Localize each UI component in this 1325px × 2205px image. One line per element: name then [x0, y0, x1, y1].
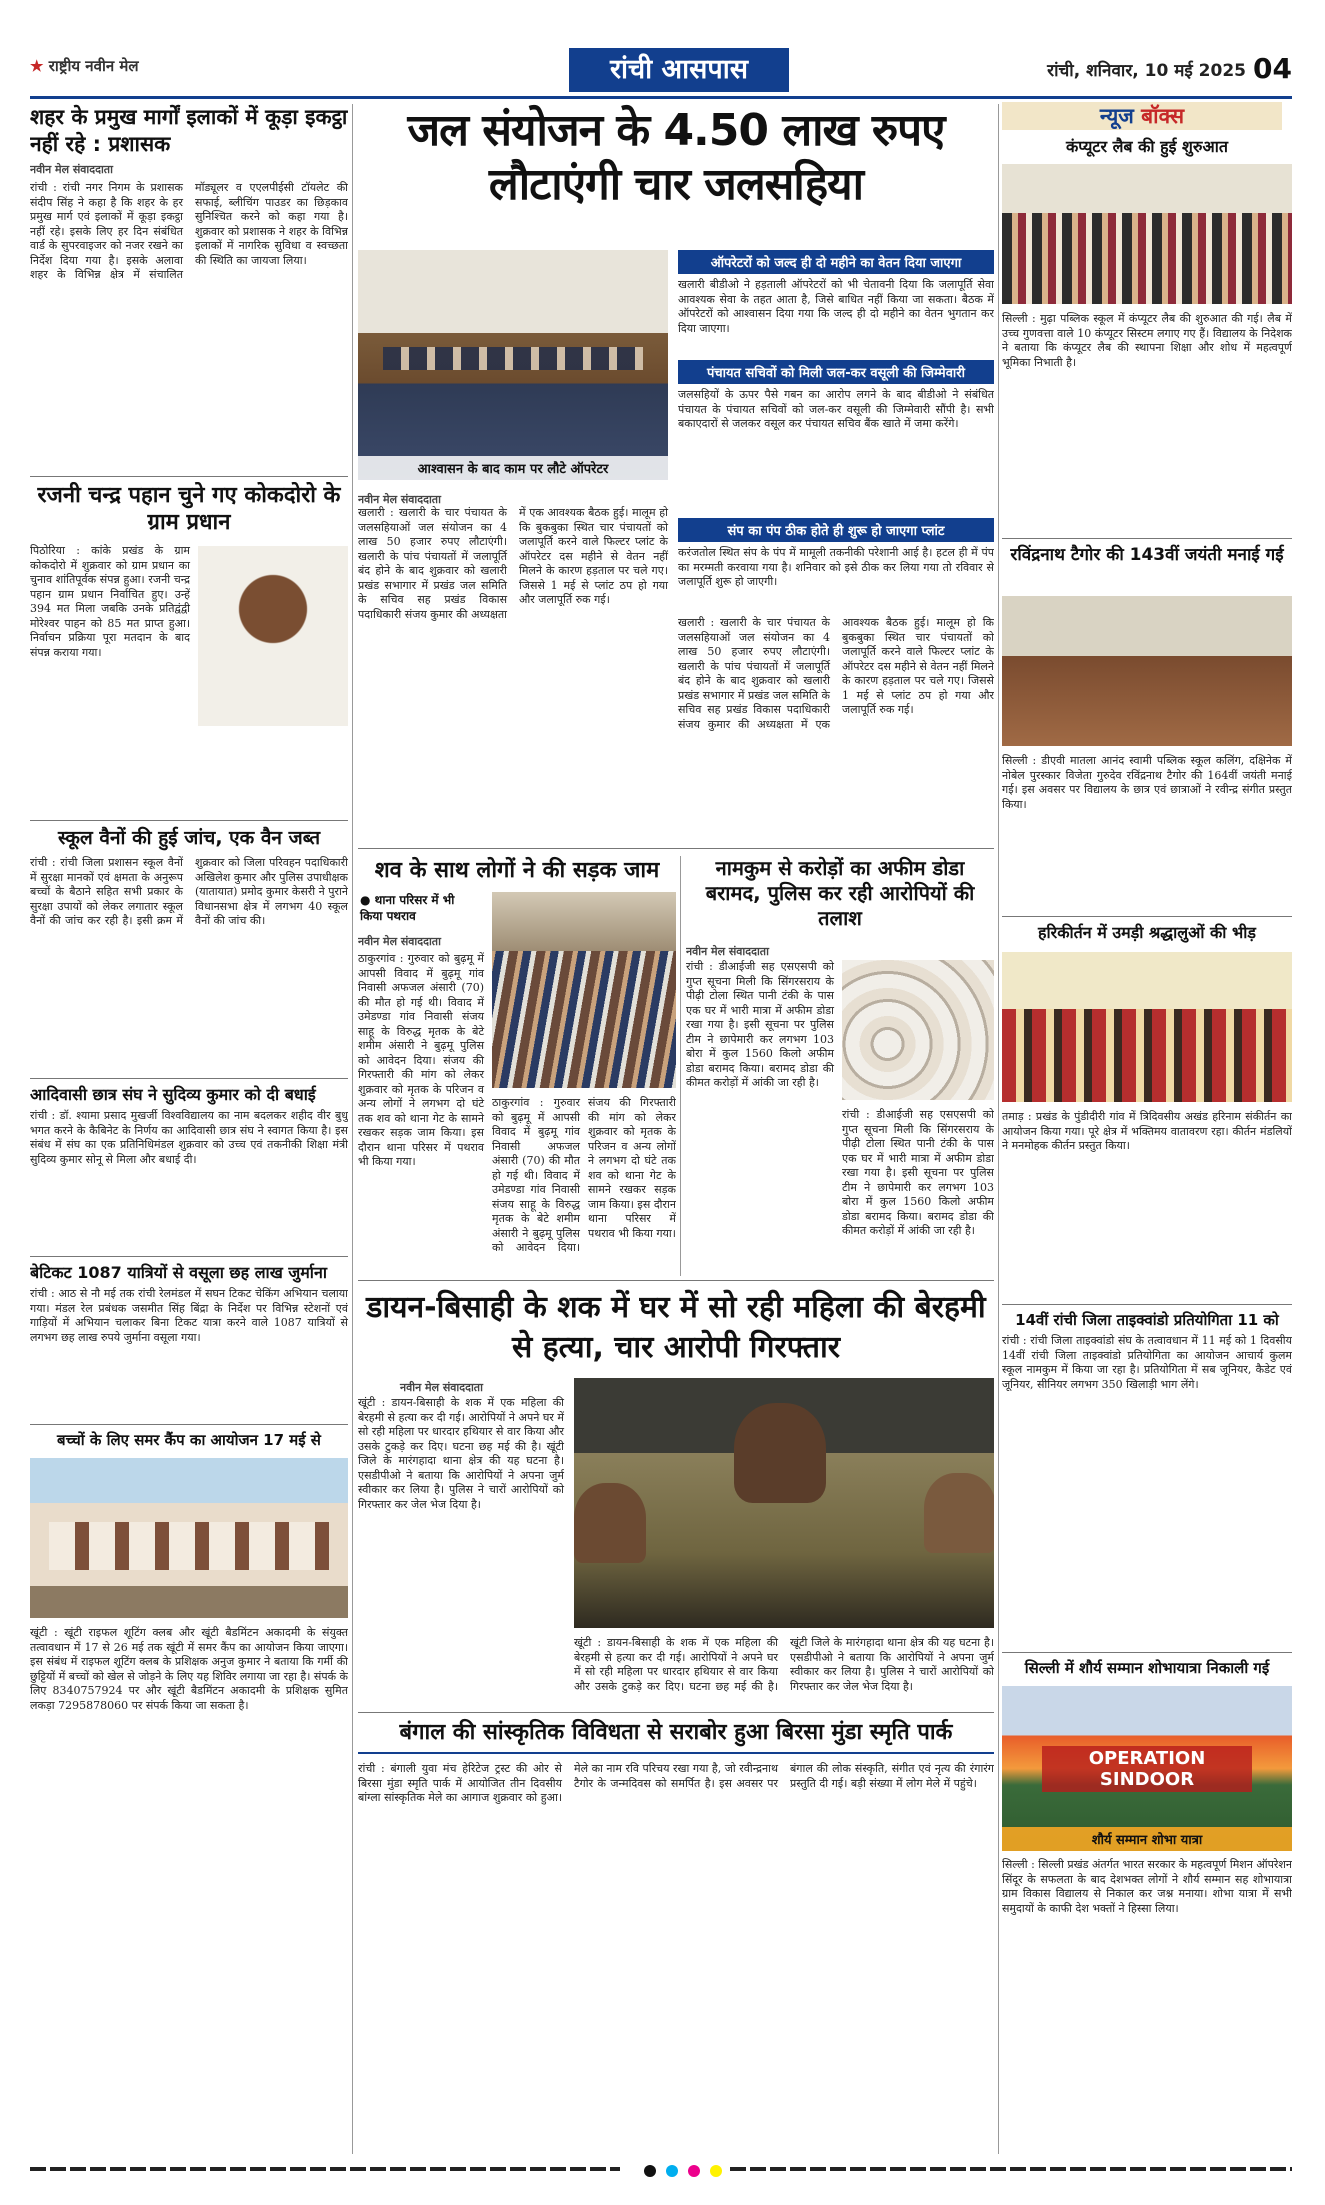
- byline: नवीन मेल संवाददाता: [358, 493, 441, 506]
- subhead-pump: संप का पंप ठीक होते ही शुरू हो जाएगा प्लांट: [678, 518, 994, 542]
- byline: नवीन मेल संवाददाता: [358, 935, 441, 948]
- photo-tagore-jayanti: [1002, 596, 1292, 746]
- divider: [1002, 1652, 1292, 1653]
- headline: शहर के प्रमुख मार्गों इलाकों में कूड़ा इकट्ठा नहीं रहे : प्रशासक: [30, 105, 348, 156]
- lead-body: खलारी : खलारी के चार पंचायत के जलसहियाओं जल संयोजन का 4 लाख 50 हजार रुपए लौटाएंगी। खलारी के पांच पंचायतों में जलापूर्ति बंद होने के बाद शुक्रवार को खलारी प्रखंड सभागार में प्रखंड जल समिति के सचिव सह प्रखंड विकास पदाधिकारी संजय कुमार की अध्यक्षता में एक आवश्यक बैठक हुई। मालूम हो कि बुकबुका स्थित चार पंचायतों को जलापूर्ति करने वाले फिल्टर प्लांट के ऑपरेटर दस महीने से वेतन नहीं मिलने के कारण हड़ताल पर चले गए। जिससे 1 मई से प्लांट ठप हो गया और जलापूर्ति रुक गई।: [358, 506, 668, 621]
- masthead: [30, 48, 1292, 94]
- story-body: तमाड़ : प्रखंड के पुंडीदीरी गांव में त्रिदिवसीय अखंड हरिनाम संकीर्तन का आयोजन किया गया। पूरे क्षेत्र में भक्तिमय वातावरण रहा। कीर्तन मंडलियों ने मनमोहक कीर्तन प्रस्तुत किया।: [1002, 1110, 1292, 1152]
- story-ticketless: [30, 1262, 348, 1422]
- photo-summer-camp: [30, 1458, 348, 1618]
- page-footer: [30, 2162, 1292, 2176]
- divider: [358, 1280, 994, 1281]
- headline: रजनी चन्द्र पहान चुने गए कोकदोरो के ग्राम प्रधान: [37, 483, 341, 535]
- headline: हरिकीर्तन में उमड़ी श्रद्धालुओं की भीड़: [1038, 923, 1256, 942]
- subhead-salary: ऑपरेटरों को जल्द ही दो महीने का वेतन दिया जाएगा: [678, 250, 994, 274]
- issue-date: रांची, शनिवार, 10 मई 2025: [1047, 61, 1246, 81]
- headline: आदिवासी छात्र संघ ने सुदिव्य कुमार को दी बधाई: [30, 1085, 316, 1104]
- kicker: [360, 892, 480, 924]
- story-body: सिल्ली : सिल्ली प्रखंड अंतर्गत भारत सरकार के महत्वपूर्ण मिशन ऑपरेशन सिंदूर के सफलता के बाद देशभक्त लोगों ने शौर्य सम्मान सह शोभायात्रा ग्राम विकास विद्यालय से निकाल कर जश्न मनाया। शोभा यात्रा में सभी समुदायों के काफी देश भक्तों ने हिस्सा लिया।: [1002, 1858, 1292, 1915]
- story-body: ठाकुरगांव : गुरुवार को बुढ़मू में आपसी विवाद में बुढ़मू गांव निवासी अफजल अंसारी (70) की मौत हो गई थी। विवाद में उमेडण्डा गांव निवासी संजय साहू के विरुद्ध मृतक के बेटे शमीम अंसारी ने बुढ़मू पुलिस को आवेदन दिया। संजय की गिरफ्तारी की मांग को लेकर शुक्रवार को मृतक के परिजन व अन्य लोगों ने लगभग दो घंटे तक शव को थाना गेट के सामने रखकर सड़क जाम किया। इस दौरान थाना परिसर में पथराव भी किया गया।: [358, 952, 484, 1168]
- column-divider: [680, 856, 681, 1276]
- story-opium: [686, 856, 994, 1276]
- headline: डायन-बिसाही के शक में घर में सो रही महिला की बेरहमी से हत्या, चार आरोपी गिरफ्तार: [366, 1290, 986, 1365]
- story-summer-camp: [30, 1430, 348, 2155]
- photo-gram-pradhan: [198, 546, 348, 726]
- photo-accused-police: [574, 1378, 994, 1628]
- newspaper-logo: [30, 56, 139, 76]
- lead-sub-section-1: [678, 250, 994, 350]
- byline: नवीन मेल संवाददाता: [30, 163, 113, 176]
- color-dot-black: [644, 2165, 656, 2177]
- story-gram-pradhan: [30, 482, 348, 817]
- divider: [1002, 916, 1292, 917]
- divider: [30, 820, 348, 821]
- news-harikirtan: [1002, 922, 1292, 1302]
- story-body: रांची : रांची जिला प्रशासन स्कूल वैनों में सुरक्षा मानकों एवं क्षमता के अनुरूप बच्चों के बैठाने सहित सभी प्रकार के सुरक्षा उपायों को लेकर लगातार स्कूल वैनों की जांच कर रही है। इसी क्रम में शुक्रवार को जिला परिवहन पदाधिकारी अखिलेश कुमार और पुलिस उपाधीक्षक (यातायात) प्रमोद कुमार केसरी ने पुराने विधानसभा क्षेत्र में लगभग 40 स्कूल वैनों की जांच की।: [30, 856, 348, 927]
- photo-caption: आश्वासन के बाद काम पर लौटे ऑपरेटर: [358, 456, 668, 480]
- story-bengal-culture: [358, 1718, 994, 2158]
- photo-caption: शौर्य सम्मान शोभा यात्रा: [1002, 1827, 1292, 1851]
- masthead-rule: [30, 96, 1292, 99]
- divider: [358, 848, 994, 849]
- photo-harikirtan: [1002, 952, 1292, 1102]
- headline: बच्चों के लिए समर कैंप का आयोजन 17 मई से: [57, 1431, 321, 1449]
- story-body: जलसहियों के ऊपर पैसे गबन का आरोप लगने के बाद बीडीओ ने संबंधित पंचायत के पंचायत सचिवों को जल-कर वसूली की जिम्मेवारी सौंपी है। सभी बकाएदारों से जलकर वसूल कर पंचायत सचिव बैंक खाते में जमा करेंगे।: [678, 388, 994, 430]
- lead-sub-section-2: [678, 360, 994, 510]
- story-body: करंजतोल स्थित संप के पंप में मामूली तकनीकी परेशानी आई है। हटल ही में पंप का मरम्मती करवाया गया है। शनिवार को इसे ठीक कर लिया गया तो रविवार से जलापूर्ति शुरू हो जाएगी।: [678, 546, 994, 588]
- byline: नवीन मेल संवाददाता: [686, 945, 769, 958]
- lead-sub-section-3: [678, 518, 994, 608]
- story-body: रांची : रांची जिला ताइक्वांडो संघ के तत्वावधान में 11 मई को 1 दिवसीय 14वीं रांची जिला ताइक्वांडो प्रतियोगिता का आयोजन आचार्य कुलम स्कूल नामकुम में किया जा रहा है। प्रतियोगिता में सब जूनियर, कैडेट एवं जूनियर, सीनियर लगभग 350 खिलाड़ी भाग लेंगे।: [1002, 1334, 1292, 1391]
- color-dot-magenta: [688, 2165, 700, 2177]
- headline: रविंद्रनाथ टैगोर की 143वीं जयंती मनाई गई: [1010, 545, 1284, 565]
- color-dot-yellow: [710, 2165, 722, 2177]
- page-number: 04: [1253, 52, 1292, 85]
- divider: [30, 1256, 348, 1257]
- story-witchcraft-murder: [358, 1288, 994, 1708]
- news-computer-lab: [1002, 136, 1292, 536]
- story-body: खूंटी : डायन-बिसाही के शक में एक महिला की बेरहमी से हत्या कर दी गई। आरोपियों ने अपने घर में सो रही महिला पर धारदार हथियार से वार किया और उसके टुकड़े कर दिए। घटना छह मई की है। खूंटी जिले के मारंगहादा थाना क्षेत्र की यह घटना है। एसडीपीओ ने बताया कि आरोपियों ने अपना जुर्म स्वीकार कर लिया है। पुलिस ने चारों आरोपियों को गिरफ्तार कर जेल भेज दिया है।: [358, 1396, 564, 1511]
- divider: [30, 1078, 348, 1079]
- logo-text: राष्ट्रीय नवीन मेल: [48, 57, 139, 75]
- news-box-title: [1002, 102, 1282, 130]
- divider: [1002, 1304, 1292, 1305]
- bullet-icon: ●: [360, 893, 375, 907]
- story-body: सिल्ली : डीएवी मातला आनंद स्वामी पब्लिक स्कूल कलिंग, दक्षिनेक में नोबेल पुरस्कार विजेता गुरुदेव रविंद्रनाथ टैगोर की 164वीं जयंती मनाई गई। इस अवसर पर विद्यालय के छात्र एवं छात्राओं ने रवीन्द्र संगीत प्रस्तुत किया।: [1002, 754, 1292, 811]
- kicker-text: थाना परिसर में भी किया पथराव: [360, 893, 455, 923]
- footer-rule-left: [30, 2167, 620, 2171]
- photo-shaurya-yatra: [1002, 1686, 1292, 1851]
- story-body: रांची : आठ से नौ मई तक रांची रेलमंडल में सघन टिकट चेकिंग अभियान चलाया गया। मंडल रेल प्रबंधक जसमीत सिंह बिंद्रा के निर्देश पर विभिन्न स्टेशनों एवं गाड़ियों में अभियान चलाकर बिना टिकट यात्रा करने वाले 1087 यात्रियों से लगभग छह लाख रुपये जुर्माना वसूला गया।: [30, 1287, 348, 1344]
- photo-meeting: [358, 250, 668, 480]
- story-school-van: [30, 826, 348, 1076]
- story-tribal-union: [30, 1084, 348, 1254]
- headline: बंगाल की सांस्कृतिक विविधता से सराबोर हुआ बिरसा मुंडा स्मृति पार्क: [358, 1718, 994, 1754]
- story-body-continued: ठाकुरगांव : गुरुवार को बुढ़मू में आपसी विवाद में बुढ़मू गांव निवासी अफजल अंसारी (70) की मौत हो गई थी। विवाद में उमेडण्डा गांव निवासी संजय साहू के विरुद्ध मृतक के बेटे शमीम अंसारी ने बुढ़मू पुलिस को आवेदन दिया। संजय की गिरफ्तारी की मांग को लेकर शुक्रवार को मृतक के परिजन व अन्य लोगों ने लगभग दो घंटे तक शव को थाना गेट के सामने रखकर सड़क जाम किया। इस दौरान थाना परिसर में पथराव भी किया गया।: [492, 1096, 676, 1254]
- story-body: रांची : डॉ. श्यामा प्रसाद मुखर्जी विश्वविद्यालय का नाम बदलकर शहीद वीर बुधु भगत करने के कैबिनेट के निर्णय का आदिवासी छात्र संघ ने स्वागत किया है। इस संबंध में संघ का एक प्रतिनिधिमंडल शुक्रवार को उच्च एवं तकनीकी शिक्षा मंत्री सुदिव्य कुमार सोनू से मिला और बधाई दी।: [30, 1109, 348, 1166]
- lead-headline: जल संयोजन के 4.50 लाख रुपए लौटाएंगी चार जलसहिया: [407, 105, 945, 210]
- divider: [1002, 538, 1292, 539]
- photo-opium-sacks: [842, 960, 994, 1100]
- column-divider: [998, 104, 999, 2154]
- color-dot-cyan: [666, 2165, 678, 2177]
- story-body: पिठोरिया : कांके प्रखंड के ग्राम कोकदोरो में शुक्रवार को ग्राम प्रधान का चुनाव शांतिपूर्वक संपन्न हुआ। रजनी चन्द्र पहान ग्राम प्रधान निर्वाचित हुए। उन्हें 394 मत मिला जबकि उनके प्रतिद्वंद्वी मोरेश्वर पाहन को 85 मत प्राप्त हुआ। निर्वाचन प्रक्रिया पूरा मतदान के बाद संपन्न कराया गया।: [30, 544, 190, 659]
- photo-banner: OPERATION SINDOOR: [1042, 1746, 1252, 1792]
- column-divider: [352, 104, 353, 2154]
- news-taekwondo: [1002, 1310, 1292, 1650]
- photo-road-jam: [492, 892, 676, 1088]
- story-body: रांची : डीआईजी सह एसएसपी को गुप्त सूचना मिली कि सिंगरसराय के पीढ़ी टोला स्थित पानी टंकी के पास एक घर में भारी मात्रा में अफीम डोडा रखा गया है। इसी सूचना पर पुलिस टीम ने छापेमारी कर लगभग 103 बोरा में कुल 1560 किलो अफीम डोडा बरामद किया। बरामद डोडा की कीमत करोड़ों में आंकी जा रही है।: [686, 960, 834, 1089]
- footer-rule-right: [730, 2167, 1292, 2171]
- story-body: रांची : बंगाली युवा मंच हेरिटेज ट्रस्ट की ओर से बिरसा मुंडा स्मृति पार्क में आयोजित तीन दिवसीय बांग्ला सांस्कृतिक मेले का आगाज शुक्रवार को हुआ। मेले का नाम रवि परिचय रखा गया है, जो रवीन्द्रनाथ टैगोर के जन्मदिवस को समर्पित है। इस अवसर पर बंगाल की लोक संस्कृति, संगीत एवं नृत्य की रंगारंग प्रस्तुति दी गई। बड़ी संख्या में लोग मेले में पहुंचे।: [358, 1762, 994, 1804]
- story-body: खलारी बीडीओ ने हड़ताली ऑपरेटरों को भी चेतावनी दिया कि जलापूर्ति सेवा आवश्यक सेवा के तहत आता है, जिसे बाधित नहीं किया जा सकता। बैठक में ऑपरेटरों को आश्वासन दिया गया कि जल्द ही दो महीने का वेतन भुगतान कर दिया जाएगा।: [678, 278, 994, 335]
- news-shaurya-yatra: [1002, 1658, 1292, 2158]
- news-box-title-a: न्यूज: [1099, 104, 1134, 128]
- photo-computer-lab: [1002, 164, 1292, 304]
- story-road-jam: [358, 856, 676, 1276]
- news-box-title-b: बॉक्स: [1141, 104, 1185, 128]
- story-body: सिल्ली : मुढ़ा पब्लिक स्कूल में कंप्यूटर लैब की शुरुआत की गई। लैब में उच्च गुणवत्ता वाले 10 कंप्यूटर सिस्टम लगाए गए हैं। विद्यालय के निदेशक ने बताया कि कंप्यूटर लैब की स्थापना शिक्षा और शोध में महत्वपूर्ण भूमिका निभाती है।: [1002, 312, 1292, 369]
- story-garbage: [30, 104, 348, 474]
- registration-marks: [644, 2162, 727, 2181]
- divider: [30, 1424, 348, 1425]
- news-tagore-jayanti: [1002, 544, 1292, 914]
- divider: [30, 476, 348, 477]
- lead-body-continued: खलारी : खलारी के चार पंचायत के जलसहियाओं जल संयोजन का 4 लाख 50 हजार रुपए लौटाएंगी। खलारी के पांच पंचायतों में जलापूर्ति बंद होने के बाद शुक्रवार को खलारी प्रखंड सभागार में प्रखंड जल समिति के सचिव सह प्रखंड विकास पदाधिकारी संजय कुमार की अध्यक्षता में एक आवश्यक बैठक हुई। मालूम हो कि बुकबुका स्थित चार पंचायतों को जलापूर्ति करने वाले फिल्टर प्लांट के ऑपरेटर दस महीने से वेतन नहीं मिलने के कारण हड़ताल पर चले गए। जिससे 1 मई से प्लांट ठप हो गया और जलापूर्ति रुक गई।: [678, 616, 994, 731]
- story-body: खूंटी : खूंटी राइफल शूटिंग क्लब और खूंटी बैडमिंटन अकादमी के संयुक्त तत्वावधान में 17 से 26 मई तक खूंटी में समर कैंप का आयोजन किया जाएगा। इस संबंध में राइफल शूटिंग क्लब के प्रशिक्षक अनुज कुमार ने बताया कि गर्मी की छुट्टियों में बच्चों को खेल से जोड़ने के लिए यह शिविर लगाया जा रहा है। संपर्क के लिए 8340757924 पर और खूंटी बैडमिंटन अकादमी के प्रशिक्षक सुमित लकड़ा 7295878060 पर संपर्क किया जा सकता है।: [30, 1626, 348, 1712]
- byline: नवीन मेल संवाददाता: [400, 1381, 483, 1394]
- story-body-continued: रांची : डीआईजी सह एसएसपी को गुप्त सूचना मिली कि सिंगरसराय के पीढ़ी टोला स्थित पानी टंकी के पास एक घर में भारी मात्रा में अफीम डोडा रखा गया है। इसी सूचना पर पुलिस टीम ने छापेमारी कर लगभग 103 बोरा में कुल 1560 किलो अफीम डोडा बरामद किया। बरामद डोडा की कीमत करोड़ों में आंकी जा रही है।: [842, 1108, 994, 1237]
- lead-story: [358, 104, 994, 844]
- headline: बेटिकट 1087 यात्रियों से वसूला छह लाख जुर्माना: [30, 1263, 327, 1282]
- divider: [358, 1712, 994, 1713]
- story-body: रांची : रांची नगर निगम के प्रशासक संदीप सिंह ने कहा है कि शहर के हर प्रमुख मार्ग एवं इलाकों में कूड़ा इकट्ठा नहीं रहे। इसके लिए हर दिन संबंधित वार्ड के सुपरवाइजर को नजर रखने का निर्देश दिया गया है। इसके अलावा शहर के विभिन्न क्षेत्र में संचालित मॉड्यूलर व एएलपीईसी टॉयलेट की सफाई, ब्लीचिंग पाउडर का छिड़काव सुनिश्चित करने को कहा गया है। शुक्रवार को प्रशासक ने शहर के विभिन्न इलाकों में नागरिक सुविधा व स्वच्छता की स्थिति का जायजा लिया।: [30, 181, 348, 281]
- section-title: रांची आसपास: [569, 48, 789, 92]
- headline: कंप्यूटर लैब की हुई शुरुआत: [1066, 137, 1228, 156]
- headline: नामकुम से करोड़ों का अफीम डोडा बरामद, पुलिस कर रही आरोपियों की तलाश: [705, 856, 975, 930]
- headline: शव के साथ लोगों ने की सड़क जाम: [374, 858, 660, 883]
- subhead-water-tax: पंचायत सचिवों को मिली जल-कर वसूली की जिम्मेवारी: [678, 360, 994, 384]
- headline: 14वीं रांची जिला ताइक्वांडो प्रतियोगिता 11 को: [1015, 1311, 1279, 1329]
- headline: सिल्ली में शौर्य सम्मान शोभायात्रा निकाली गई: [1024, 1659, 1270, 1677]
- story-body-continued: खूंटी : डायन-बिसाही के शक में एक महिला की बेरहमी से हत्या कर दी गई। आरोपियों ने अपने घर में सो रही महिला पर धारदार हथियार से वार किया और उसके टुकड़े कर दिए। घटना छह मई की है। खूंटी जिले के मारंगहादा थाना क्षेत्र की यह घटना है। एसडीपीओ ने बताया कि आरोपियों ने अपना जुर्म स्वीकार कर लिया है। पुलिस ने चारों आरोपियों को गिरफ्तार कर जेल भेज दिया है।: [574, 1636, 994, 1693]
- headline: स्कूल वैनों की हुई जांच, एक वैन जब्त: [57, 827, 321, 849]
- logo-star-icon: ★: [30, 57, 44, 75]
